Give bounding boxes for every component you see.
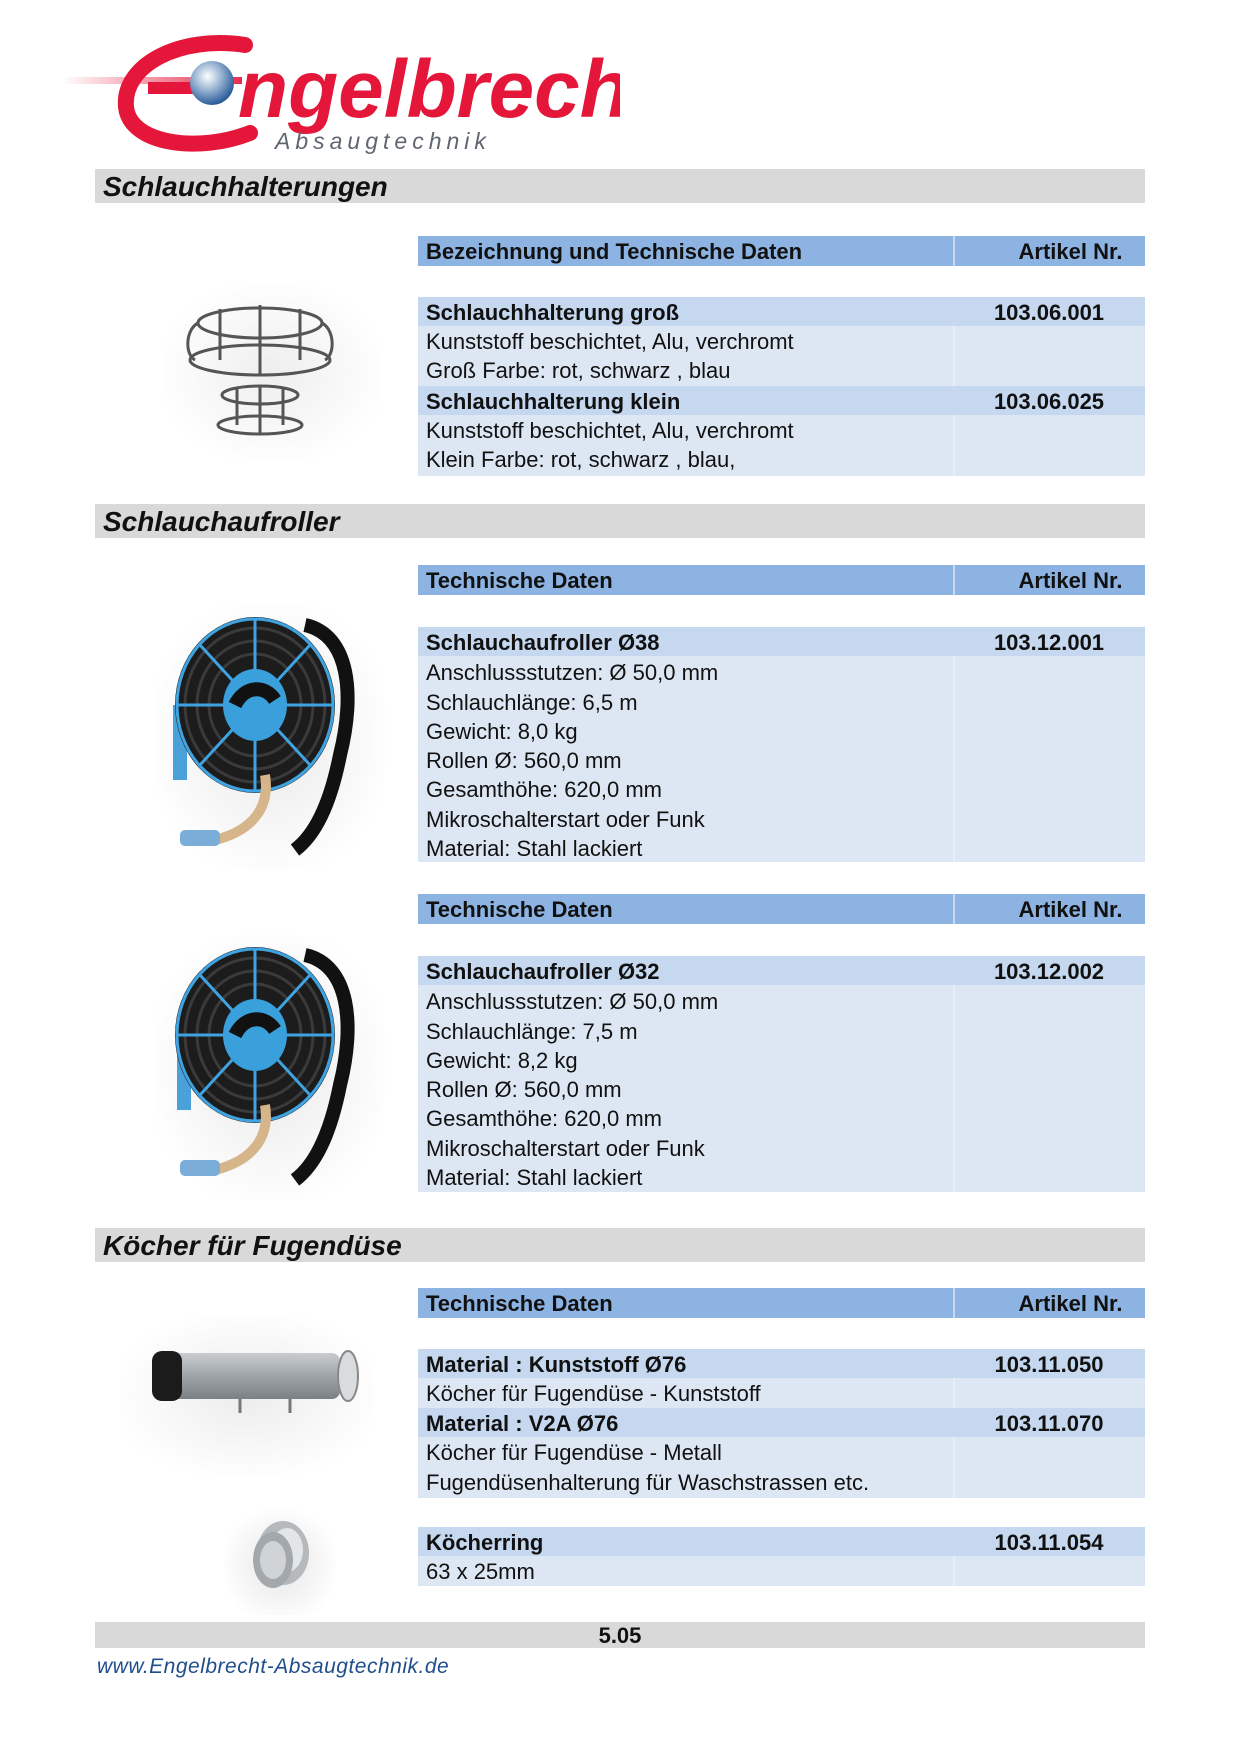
header-desc: Technische Daten <box>426 568 613 593</box>
product-row <box>418 956 1145 985</box>
header-desc: Bezeichnung und Technische Daten <box>426 239 803 264</box>
product-art: 103.12.002 <box>993 959 1105 984</box>
header-art: Artikel Nr. <box>1018 568 1123 593</box>
quiver-tube-image <box>120 1315 375 1475</box>
table-header <box>418 894 1145 924</box>
header-art: Artikel Nr. <box>1018 1291 1123 1316</box>
product-art: 103.06.025 <box>993 389 1105 414</box>
section-title: Schlauchhalterungen <box>103 171 388 202</box>
product-row <box>418 1408 1145 1437</box>
product-details: Kunststoff beschichtet, Alu, verchromt Klein Farbe: rot, schwarz , blau, <box>418 415 1145 476</box>
product-details: Köcher für Fugendüse - Kunststoff <box>418 1378 1145 1408</box>
section-title: Köcher für Fugendüse <box>103 1230 402 1261</box>
company-logo <box>60 25 620 170</box>
product-details: Anschlussstutzen: Ø 50,0 mm Schlauchlänge: 7,5 m Gewicht: 8,2 kg Rollen Ø: 560,0 mm Gesamthöhe: 620,0 mm Mikroschalterstart oder Funk Material: Stahl lackiert <box>418 985 1145 1192</box>
table-header <box>418 1288 1145 1318</box>
product-name: Material : Kunststoff Ø76 <box>426 1352 687 1377</box>
section-title: Schlauchaufroller <box>103 506 340 537</box>
product-details: Kunststoff beschichtet, Alu, verchromt Groß Farbe: rot, schwarz , blau <box>418 326 1145 386</box>
website-link[interactable]: www.Engelbrecht-Absaugtechnik.de <box>97 1655 450 1678</box>
footer-bar <box>95 1622 1145 1648</box>
logo-graphic <box>60 25 620 170</box>
product-name: Material : V2A Ø76 <box>426 1411 619 1436</box>
product-row <box>418 1349 1145 1378</box>
product-art: 103.11.050 <box>994 1352 1104 1377</box>
product-name: Schlauchaufroller Ø38 <box>426 630 660 655</box>
product-art: 103.06.001 <box>993 300 1105 325</box>
product-art: 103.12.001 <box>993 630 1105 655</box>
header-desc: Technische Daten <box>426 1291 613 1316</box>
section-header-schlauchhalterungen <box>95 169 1145 203</box>
section-header-koecher <box>95 1228 1145 1262</box>
product-art: 103.11.054 <box>994 1530 1104 1555</box>
product-name: Köcherring <box>426 1530 544 1555</box>
quiver-ring-image <box>225 1505 335 1615</box>
product-details: 63 x 25mm <box>418 1556 1145 1586</box>
product-row <box>418 386 1145 415</box>
hose-holder-image <box>165 285 380 460</box>
logo-subtitle: Absaugtechnik <box>275 128 491 154</box>
product-details: Köcher für Fugendüse - Metall Fugendüsenhalterung für Waschstrassen etc. <box>418 1437 1145 1498</box>
table-header <box>418 236 1145 266</box>
hose-reel-image <box>155 605 385 870</box>
header-desc: Technische Daten <box>426 897 613 922</box>
product-name: Schlauchhalterung klein <box>426 389 681 414</box>
header-art: Artikel Nr. <box>1018 239 1123 264</box>
hose-reel-image <box>155 935 385 1200</box>
product-art: 103.11.070 <box>994 1411 1104 1436</box>
section-header-schlauchaufroller <box>95 504 1145 538</box>
table-header <box>418 565 1145 595</box>
header-art: Artikel Nr. <box>1018 897 1123 922</box>
product-details: Anschlussstutzen: Ø 50,0 mm Schlauchlänge: 6,5 m Gewicht: 8,0 kg Rollen Ø: 560,0 mm Gesamthöhe: 620,0 mm Mikroschalterstart oder Funk Material: Stahl lackiert <box>418 656 1145 862</box>
product-row <box>418 1527 1145 1556</box>
product-row <box>418 627 1145 656</box>
product-name: Schlauchaufroller Ø32 <box>426 959 660 984</box>
logo-wordmark: ngelbrecht <box>238 44 620 135</box>
page-number: 5.05 <box>598 1623 642 1648</box>
product-name: Schlauchhalterung groß <box>426 300 680 325</box>
product-row <box>418 297 1145 326</box>
